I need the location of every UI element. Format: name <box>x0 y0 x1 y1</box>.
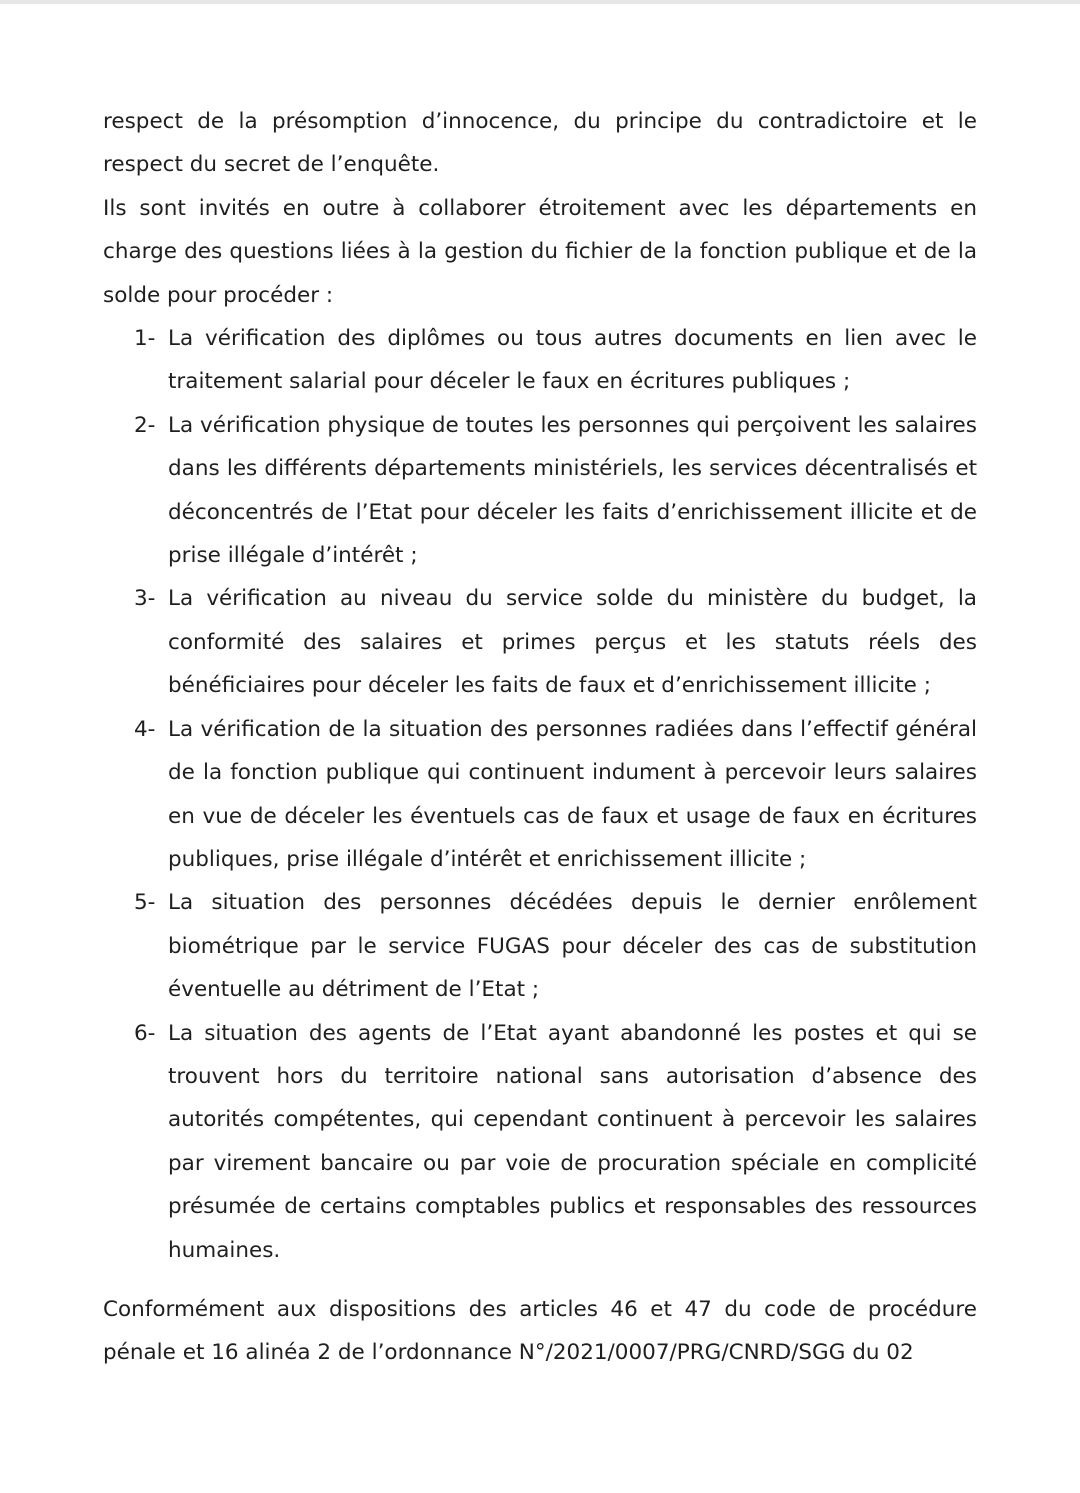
list-item-text: La situation des agents de l’Etat ayant abandonné les postes et qui se trouvent hors du territoire national sans autorisation d’absence des autorités compétentes, qui cependant continuent à percevoir les salaires par virement bancaire ou par voie de procuration spéciale en complicité présumée de certains comptables publics et responsables des ressources humaines. <box>168 1020 977 1263</box>
list-item-number: 4- <box>134 716 156 742</box>
verification-list <box>103 317 977 1272</box>
list-item <box>103 1012 977 1272</box>
paragraph-invitation: Ils sont invités en outre à collaborer étroitement avec les départements en charge des questions liées à la gestion du fichier de la fonction publique et de la solde pour procéder : <box>103 195 977 308</box>
paragraph-legal-basis: Conformément aux dispositions des articles 46 et 47 du code de procédure pénale et 16 alinéa 2 de l’ordonnance N°/2021/0007/PRG/CNRD/SGG du 02 <box>103 1296 977 1366</box>
list-item <box>103 881 977 1011</box>
list-item <box>103 404 977 578</box>
list-item-text: La vérification physique de toutes les personnes qui perçoivent les salaires dans les différents départements ministériels, les services décentralisés et déconcentrés de l’Etat pour déceler les faits d’enrichissement illicite et de prise illégale d’intérêt ; <box>168 412 977 569</box>
list-item-number: 6- <box>134 1020 156 1046</box>
list-item-text: La vérification de la situation des personnes radiées dans l’effectif général de la fonction publique qui continuent indument à percevoir leurs salaires en vue de déceler les éventuels cas de faux et usage de faux en écritures publiques, prise illégale d’intérêt et enrichissement illicite ; <box>168 716 977 872</box>
paragraph-intro: respect de la présomption d’innocence, du principe du contradictoire et le respect du secret de l’enquête. <box>103 109 977 178</box>
list-item-text: La situation des personnes décédées depuis le dernier enrôlement biométrique par le service FUGAS pour déceler des cas de substitution éventuelle au détriment de l’Etat ; <box>168 890 977 1003</box>
list-item-text: La vérification au niveau du service solde du ministère du budget, la conformité des salaires et primes perçus et les statuts réels des bénéficiaires pour déceler les faits de faux et d’enrichissement illicite ; <box>168 586 977 699</box>
list-item-number: 2- <box>134 412 156 438</box>
document-page <box>103 100 977 1375</box>
list-item-number: 5- <box>134 890 156 916</box>
list-item-text: La vérification des diplômes ou tous autres documents en lien avec le traitement salarial pour déceler le faux en écritures publiques ; <box>168 326 977 395</box>
list-item <box>103 317 977 404</box>
list-item <box>103 577 977 707</box>
list-item <box>103 708 977 882</box>
list-item-number: 1- <box>134 326 156 352</box>
page-top-border <box>0 0 1080 4</box>
list-item-number: 3- <box>134 586 156 612</box>
